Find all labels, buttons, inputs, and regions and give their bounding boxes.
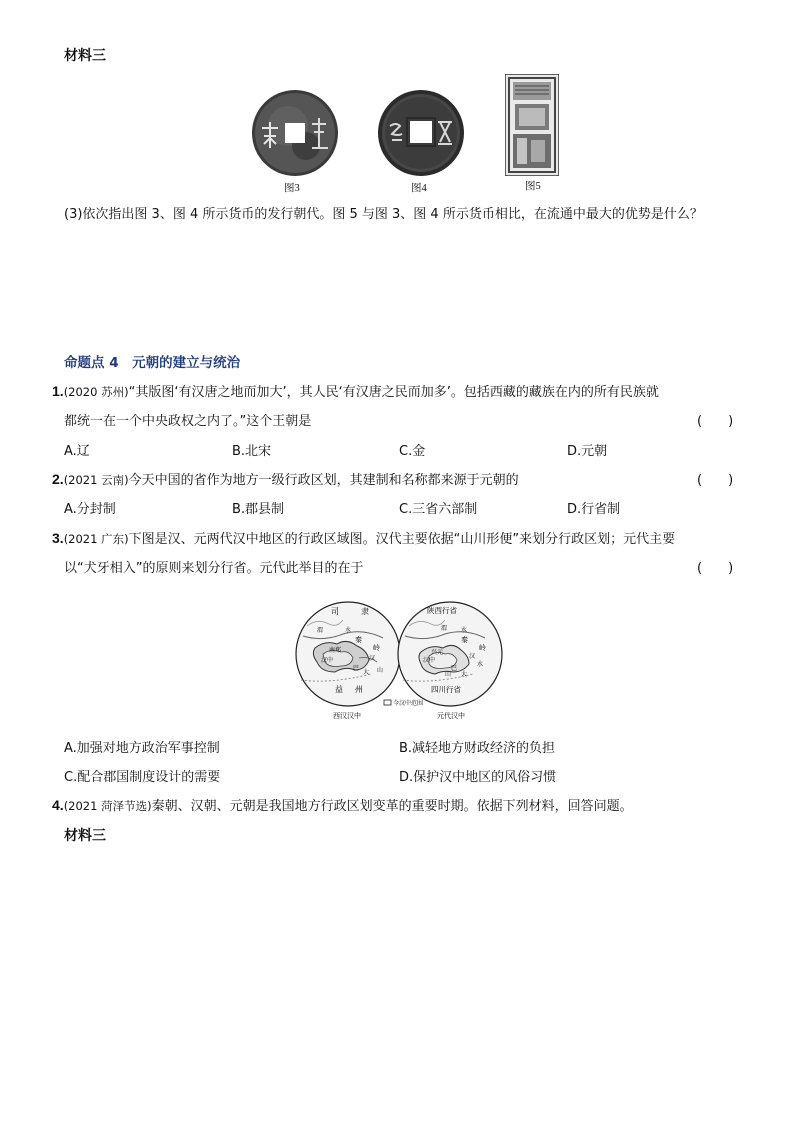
map-label: 渭 (441, 625, 448, 632)
coin-figure-4 (376, 88, 466, 182)
map-label: 水 (461, 627, 468, 634)
map-caption-right: 元代汉中 (437, 712, 465, 720)
map-label: 汉 (469, 653, 476, 660)
figure-4-caption: 图4 (411, 183, 427, 194)
map-label: 陕西行省 (427, 606, 457, 615)
wuzhu-coin-image (376, 88, 466, 178)
answer-blank: ( ) (697, 414, 734, 429)
question-2 (52, 469, 519, 488)
figure-3-caption: 图3 (284, 183, 300, 194)
map-label: 益 (335, 685, 343, 694)
hanzhong-region-maps (293, 596, 505, 724)
question-text: 下图是汉、元两代汉中地区的行政区域图。汉代主要依据“山川形便”来划分行政区划；元代主要 (128, 532, 676, 547)
option-b: B.减轻地方财政经济的负担 (399, 741, 556, 756)
map-label: 巴 (451, 665, 458, 672)
option-c: C.三省六部制 (399, 502, 478, 517)
yuan-hanzhong-map (398, 602, 502, 706)
map-label: 大 (461, 671, 468, 678)
map-label: 汉 (369, 655, 376, 662)
map-label: 渭 (317, 627, 324, 634)
map-label: 南郑 (329, 647, 342, 654)
option-a: A.加强对地方政治军事控制 (64, 741, 220, 756)
material-heading: 材料三 (64, 828, 106, 844)
material-heading: 材料三 (64, 48, 106, 64)
question-number: 1. (52, 383, 64, 399)
map-label: 巴 (353, 665, 360, 672)
option-b: B.北宋 (232, 444, 272, 459)
question-number: 4. (52, 797, 64, 813)
map-label: 秦 (461, 636, 468, 644)
option-a: A.分封制 (64, 502, 116, 517)
hanzhong-map-figure (293, 596, 505, 728)
question-number: 2. (52, 471, 64, 487)
map-label: 四川行省 (431, 685, 461, 694)
map-label: 山 (445, 671, 452, 678)
map-label: 汉中 (321, 657, 334, 664)
question-source: (2021 广东) (63, 532, 129, 546)
option-d: D.行省制 (567, 502, 621, 517)
jiaozi-paper-money-image (505, 74, 559, 176)
map-label: 隶 (361, 607, 369, 616)
map-label: 山 (377, 667, 384, 674)
map-label: 水 (477, 661, 484, 668)
option-c: C.金 (399, 444, 426, 459)
answer-blank: ( ) (697, 561, 734, 576)
map-legend: 今汉中范围 (393, 700, 424, 707)
map-label: 州 (355, 685, 363, 694)
question-text: 秦朝、汉朝、元朝是我国地方行政区划变革的重要时期。依据下列材料，回答问题。 (151, 799, 633, 814)
option-b: B.郡县制 (232, 502, 285, 517)
western-han-hanzhong-map (296, 602, 400, 706)
question-source: (2020 苏州) (63, 385, 129, 399)
section-title: 命题点 4 元朝的建立与统治 (64, 355, 241, 371)
map-label: 大 (363, 669, 370, 676)
question-source: (2021 菏泽节选) (63, 799, 152, 813)
map-label: 司 (331, 607, 339, 616)
map-label: 岭 (479, 644, 486, 652)
question-number: 3. (52, 530, 64, 546)
coin-figure-3 (250, 88, 340, 182)
question-source: (2021 云南) (63, 473, 129, 487)
question-text: “其版图‘有汉唐之地而加大’，其人民‘有汉唐之民而加多’。包括西藏的藏族在内的所有民族就 (128, 385, 659, 400)
question-1 (52, 381, 659, 400)
option-d: D.元朝 (567, 444, 608, 459)
legend-swatch (384, 700, 391, 705)
map-label: 汉中 (423, 657, 436, 664)
paper-money-figure-5 (505, 74, 559, 180)
map-label: 水 (345, 627, 352, 634)
option-c: C.配合郡国制度设计的需要 (64, 770, 221, 785)
option-a: A.辽 (64, 444, 90, 459)
ban-liang-coin-image (250, 88, 340, 178)
question-1-line-2: 都统一在一个中央政权之内了。”这个王朝是 (64, 414, 312, 429)
figure-5-caption: 图5 (525, 181, 541, 192)
question-3 (52, 528, 675, 547)
map-label: 岭 (373, 644, 380, 652)
sub-question-3: (3)依次指出图 3、图 4 所示货币的发行朝代。图 5 与图 3、图 4 所示货币相比，在流通中最大的优势是什么？ (64, 207, 703, 222)
map-caption-left: 西汉汉中 (333, 712, 361, 720)
answer-blank: ( ) (697, 473, 734, 488)
map-label: 秦 (355, 636, 362, 644)
question-4 (52, 795, 633, 814)
question-text: 今天中国的省作为地方一级行政区划，其建制和名称都来源于元朝的 (128, 473, 519, 488)
map-label: 兴元 (431, 649, 444, 656)
question-3-line-2: 以“犬牙相入”的原则来划分行省。元代此举目的在于 (64, 561, 364, 576)
option-d: D.保护汉中地区的风俗习惯 (399, 770, 557, 785)
